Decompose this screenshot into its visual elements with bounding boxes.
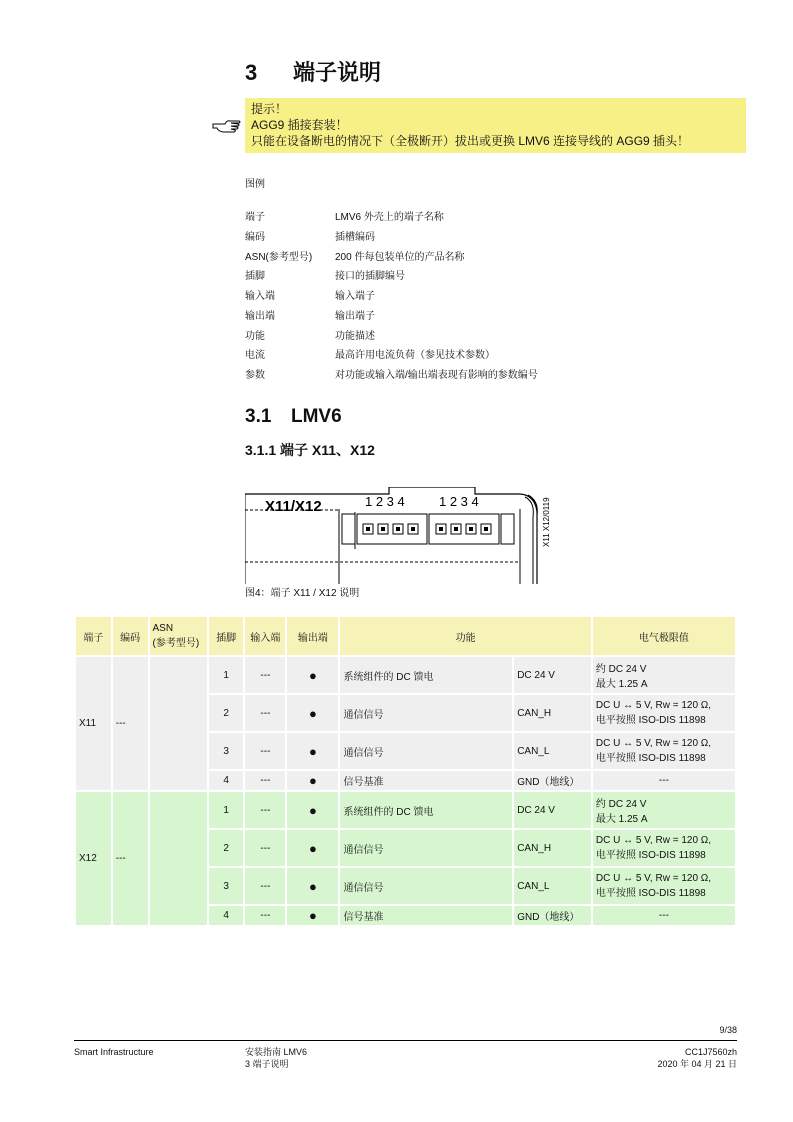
hint-line: AGG9 插接套装！ [251,118,348,132]
legend-value: 最高许用电流负荷（参见技术参数） [335,350,495,362]
legend-value: 输出端子 [335,310,375,322]
footer-doc-section: 3 端子说明 [245,1059,289,1069]
table-row [76,657,735,693]
hint-line: 只能在设备断电的情况下（全极断开）拔出或更换 LMV6 连接导线的 AGG9 插头！ [251,134,690,148]
asn-cell [150,792,207,925]
header-code: 编码 [113,617,148,655]
output-cell: ● [287,830,338,866]
output-cell: ● [287,868,338,904]
limit-cell: DC U ↔ 5 V, Rw = 120 Ω, 电平按照 ISO-DIS 11898 [593,695,735,731]
section-number: 3.1 [245,406,272,427]
limit-cell: DC U ↔ 5 V, Rw = 120 Ω, 电平按照 ISO-DIS 11898 [593,733,735,769]
pin-cell: 3 [209,733,244,769]
function-cell: 系统组件的 DC 馈电 [340,657,512,693]
signal-cell: DC 24 V [514,792,591,828]
legend-value: 功能描述 [335,330,375,342]
function-cell: 通信信号 [340,868,512,904]
chapter-number: 3 [245,60,258,85]
legend-value: 对功能或输入端/输出端表现有影响的参数编号 [335,370,538,381]
legend-row [245,366,538,386]
limit-cell: --- [593,771,735,790]
footer-doc-info [245,1046,307,1070]
header-pin: 插脚 [209,617,244,655]
limit-cell: 约 DC 24 V 最大 1.25 A [593,792,735,828]
pin-cell: 2 [209,830,244,866]
header-terminal: 端子 [76,617,111,655]
pin-cell: 4 [209,906,244,925]
diagram-pins-left: 1 2 3 4 [365,494,405,509]
signal-cell: DC 24 V [514,657,591,693]
table-header-row [76,617,735,655]
legend-row [245,248,538,268]
legend-key: 功能 [245,330,265,342]
legend-key: 插脚 [245,271,265,283]
footer-doc-id: CC1J7560zh [684,1047,737,1057]
diagram-code: X11 X12/0119 [542,497,551,547]
limit-cell: DC U ↔ 5 V, Rw = 120 Ω, 电平按照 ISO-DIS 11898 [593,868,735,904]
input-cell: --- [245,868,285,904]
diagram-label: X11/X12 [265,498,322,515]
asn-cell [150,657,207,790]
output-cell: ● [287,657,338,693]
chapter-heading [245,56,381,87]
legend-row [245,228,538,248]
function-cell: 通信信号 [340,733,512,769]
legend-key: ASN(参考型号) [245,251,313,263]
input-cell: --- [245,657,285,693]
legend-row [245,346,538,366]
legend-row [245,208,538,228]
diagram-pins-right: 1 2 3 4 [439,494,479,509]
legend-row [245,307,538,327]
pin-cell: 3 [209,868,244,904]
figure-caption: 图4：端子 X11 / X12 说明 [245,588,360,599]
input-cell: --- [245,792,285,828]
header-function: 功能 [340,617,590,655]
legend-title: 图例 [245,179,265,190]
section-heading [245,406,342,428]
header-input: 输入端 [245,617,285,655]
function-cell: 信号基准 [340,771,512,790]
signal-cell: GND（地线） [514,771,591,790]
code-cell: --- [113,792,148,925]
limit-cell: DC U ↔ 5 V, Rw = 120 Ω, 电平按照 ISO-DIS 11898 [593,830,735,866]
legend-key: 编码 [245,231,265,243]
input-cell: --- [245,830,285,866]
legend-value: 输入端子 [335,291,375,302]
input-cell: --- [245,733,285,769]
header-limit: 电气极限值 [593,617,735,655]
header-output: 输出端 [287,617,338,655]
pointing-hand-icon [211,115,241,135]
terminal-cell: X11 [76,657,111,790]
footer-doc-title: 安装指南 LMV6 [245,1047,308,1057]
page-number: 9/38 [719,1025,737,1035]
limit-cell: --- [593,906,735,925]
terminal-cell: X12 [76,792,111,925]
function-cell: 系统组件的 DC 馈电 [340,792,512,828]
function-cell: 信号基准 [340,906,512,925]
legend-key: 参数 [245,370,265,381]
output-cell: ● [287,695,338,731]
code-cell: --- [113,657,148,790]
legend-key: 端子 [245,212,265,223]
input-cell: --- [245,695,285,731]
signal-cell: CAN_H [514,830,591,866]
legend-value: 200 件每包装单位的产品名称 [335,251,465,263]
legend-row [245,267,538,287]
terminal-diagram [245,487,555,584]
legend-key: 输入端 [245,291,275,302]
legend-value: 插槽编码 [335,231,375,243]
header-asn: ASN (参考型号) [150,617,207,655]
signal-cell: CAN_L [514,868,591,904]
pin-cell: 1 [209,792,244,828]
signal-cell: CAN_L [514,733,591,769]
hint-line: 提示！ [251,102,288,116]
output-cell: ● [287,771,338,790]
legend-value: 接口的插脚编号 [335,271,405,283]
limit-cell: 约 DC 24 V 最大 1.25 A [593,657,735,693]
subsection-heading: 3.1.1 端子 X11、X12 [245,442,375,458]
signal-cell: GND（地线） [514,906,591,925]
input-cell: --- [245,771,285,790]
footer-divider [74,1040,737,1041]
legend-key: 电流 [245,350,265,362]
footer-date: 2020 年 04 月 21 日 [657,1059,737,1069]
chapter-title: 端子说明 [293,60,382,85]
legend-key: 输出端 [245,310,275,322]
pin-cell: 2 [209,695,244,731]
legend-row [245,287,538,307]
function-cell: 通信信号 [340,830,512,866]
function-cell: 通信信号 [340,695,512,731]
footer-doc-meta [600,1046,737,1070]
signal-cell: CAN_H [514,695,591,731]
hint-box [245,98,746,153]
legend-value: LMV6 外壳上的端子名称 [335,212,444,223]
legend-list [245,208,538,386]
pin-cell: 4 [209,771,244,790]
output-cell: ● [287,906,338,925]
table-row [76,792,735,828]
output-cell: ● [287,733,338,769]
input-cell: --- [245,906,285,925]
section-title: LMV6 [291,406,342,427]
output-cell: ● [287,792,338,828]
legend-row [245,327,538,347]
pin-cell: 1 [209,657,244,693]
footer-company: Smart Infrastructure [74,1047,154,1057]
terminal-table [74,615,737,927]
